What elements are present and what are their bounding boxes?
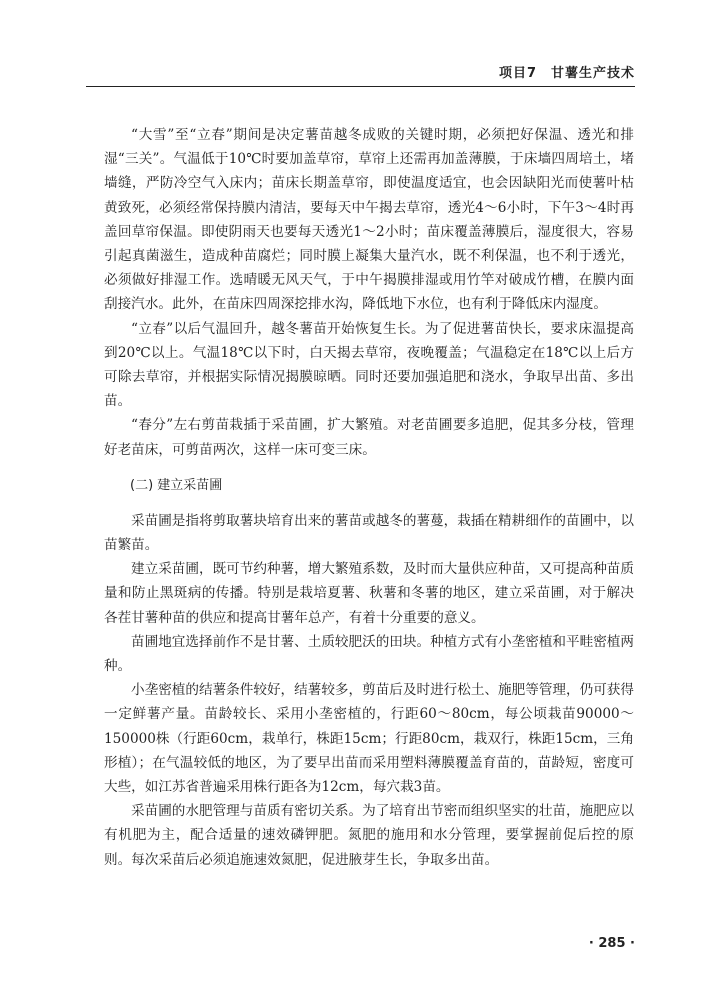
paragraph: 采苗圃是指将剪取薯块培育出来的薯苗或越冬的薯蔓，栽插在精耕细作的苗圃中，以苗繁苗。 bbox=[104, 512, 634, 554]
body-text bbox=[104, 123, 634, 872]
paragraph: “立春”以后气温回升，越冬薯苗开始恢复生长。为了促进薯苗快长，要求床温提高到20℃以上。气温18℃以下时，白天揭去草帘，夜晚覆盖；气温稳定在18℃以上后方可除去草帘，并根据实际情况揭膜晾晒。同时还要加强追肥和浇水，争取早出苗、多出苗。 bbox=[104, 320, 634, 410]
paragraph: 苗圃地宜选择前作不是甘薯、土质较肥沃的田块。种植方式有小垄密植和平畦密植两种。 bbox=[104, 633, 634, 675]
running-header: 项目7 甘薯生产技术 bbox=[498, 66, 635, 81]
section-title: (二) 建立采苗圃 bbox=[130, 477, 223, 493]
paragraph: “春分”左右剪苗栽插于采苗圃，扩大繁殖。对老苗圃要多追肥，促其多分枝，管理好老苗床，可剪苗两次，这样一床可变三床。 bbox=[104, 417, 634, 458]
paragraph: 小垄密植的结薯条件较好，结薯较多，剪苗后及时进行松土、施肥等管理，仍可获得一定鲜薯产量。苗龄较长、采用小垄密植的，行距60～80cm，每公顷栽苗90000～150000株（行距60cm，栽单行，株距15cm；行距80cm，栽双行，株距15cm，三角形植）；在气温较低的地区，为了要早出苗而采用塑料薄膜覆盖育苗的，苗龄短，密度可大些，如江苏省普遍采用株行距各为12cm，每穴栽3苗。 bbox=[104, 682, 634, 796]
page-number: · 285 · bbox=[588, 936, 635, 951]
paragraph: 采苗圃的水肥管理与苗质有密切关系。为了培育出节密而组织坚实的壮苗，施肥应以有机肥为主，配合适量的速效磷钾肥。氮肥的施用和水分管理，要掌握前促后控的原则。每次采苗后必须追施速效氮肥，促进腋芽生长，争取多出苗。 bbox=[104, 803, 634, 868]
header-rule bbox=[86, 86, 635, 87]
paragraph: “大雪”至“立春”期间是决定薯苗越冬成败的关键时期，必须把好保温、透光和排湿“三关”。气温低于10℃时要加盖草帘，草帘上还需再加盖薄膜，于床墙四周培土，堵墙缝，严防冷空气入床内；苗床长期盖草帘，即使温度适宜，也会因缺阳光而使薯叶枯黄致死，必须经常保持膜内清洁，要每天中午揭去草帘，透光4～6小时，下午3～4时再盖回草帘保温。即使阴雨天也要每天透光1～2小时；苗床覆盖薄膜后，湿度很大，容易引起真菌滋生，造成种苗腐烂；同时膜上凝集大量汽水，既不利保温，也不利于透光，必须做好排湿工作。选晴暖无风天气，于中午揭膜排湿或用竹竿对破成竹槽，在膜内面刮接汽水。此外，在苗床四周深挖排水沟，降低地下水位，也有利于降低床内湿度。 bbox=[104, 127, 634, 313]
paragraph: 建立采苗圃，既可节约种薯，增大繁殖系数，及时而大量供应种苗，又可提高种苗质量和防止黑斑病的传播。特别是栽培夏薯、秋薯和冬薯的地区，建立采苗圃，对于解决各茬甘薯种苗的供应和提高甘薯年总产，有着十分重要的意义。 bbox=[104, 561, 634, 626]
